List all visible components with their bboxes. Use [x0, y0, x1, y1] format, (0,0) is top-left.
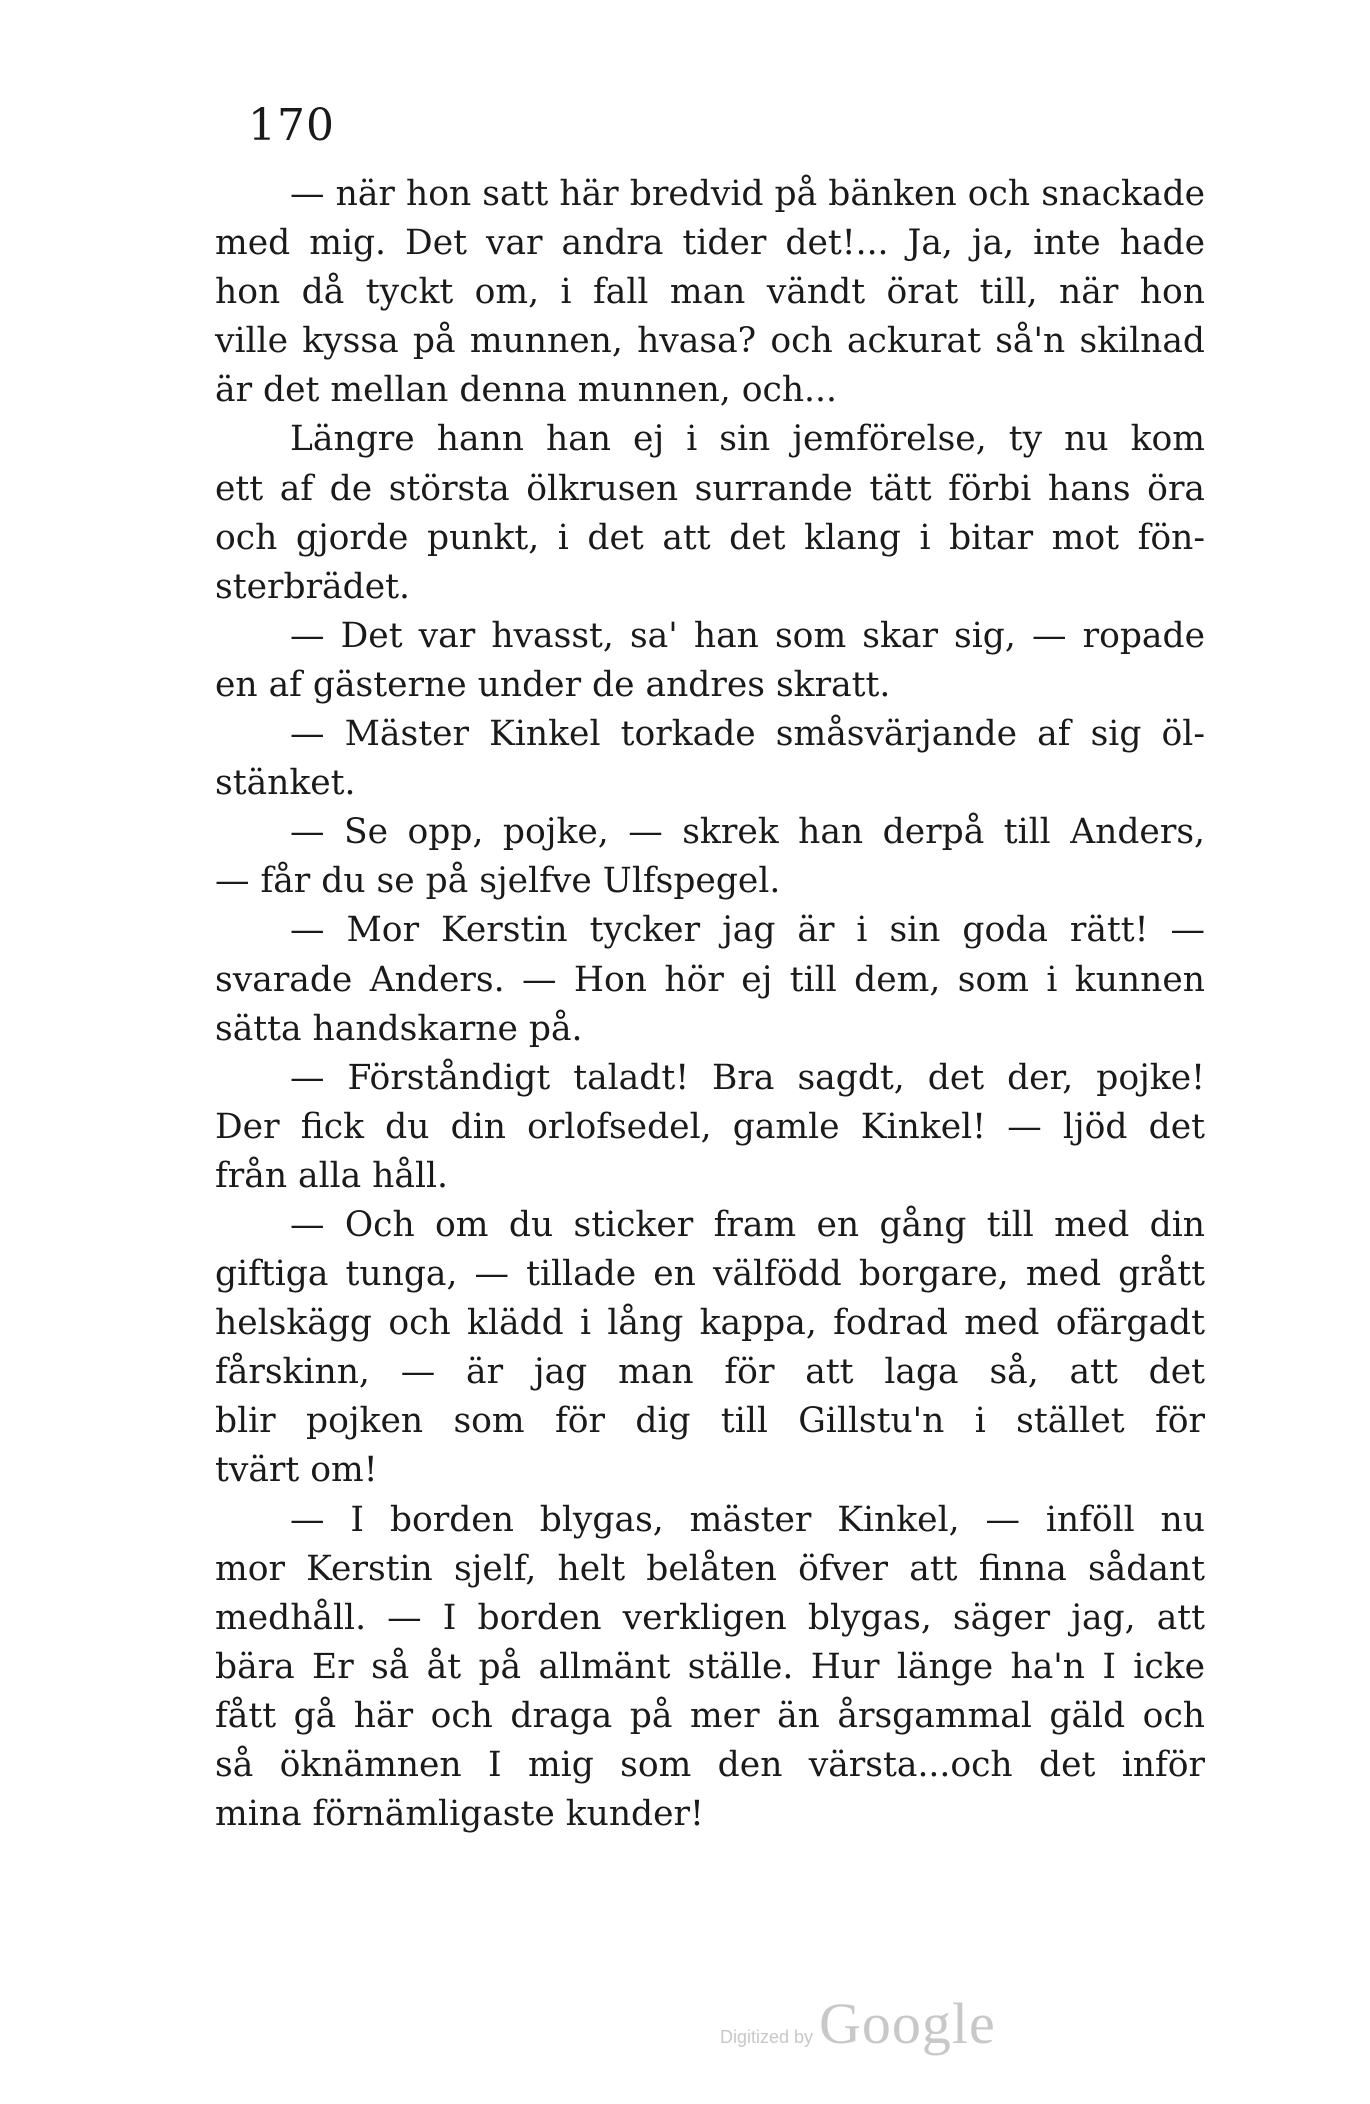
text-line: helskägg och klädd i lång kappa, fodrad med ofärgadt — [215, 1303, 1205, 1344]
text-line: mor Kerstin sjelf, helt belåten öfver att finna sådant — [215, 1548, 1205, 1589]
text-line: giftiga tunga, — tillade en välfödd borgare, med grått — [215, 1254, 1205, 1295]
text-line: sätta handskarne på. — [215, 1008, 583, 1049]
text-line: — Mäster Kinkel torkade småsvärjande af sig öl- — [290, 714, 1205, 755]
text-line: medhåll. — I borden verkligen blygas, säger jag, att — [215, 1597, 1205, 1638]
text-line: — får du se på sjelfve Ulfspegel. — [215, 861, 781, 902]
text-line: — Se opp, pojke, — skrek han derpå till Anders, — [290, 812, 1205, 853]
text-line: sterbrädet. — [215, 566, 410, 607]
text-line: med mig. Det var andra tider det!... Ja, ja, inte hade — [215, 223, 1205, 264]
text-line: — Det var hvasst, sa' han som skar sig, — ropade — [290, 615, 1205, 656]
text-line: är det mellan denna munnen, och... — [215, 370, 837, 411]
text-line: — Förståndigt taladt! Bra sagdt, det der, pojke! — [290, 1057, 1205, 1098]
text-line: Längre hann han ej i sin jemförelse, ty nu kom — [290, 419, 1205, 460]
digitization-watermark — [720, 1990, 996, 2060]
text-line: Der fick du din orlofsedel, gamle Kinkel! — ljöd det — [215, 1106, 1205, 1147]
text-line: — Mor Kerstin tycker jag är i sin goda rätt! — — [290, 910, 1205, 951]
text-line: tvärt om! — [215, 1450, 378, 1491]
watermark-prefix: Digitized by — [720, 2027, 814, 2047]
text-line: stänket. — [215, 763, 356, 804]
text-line: — I borden blygas, mäster Kinkel, — inföll nu — [290, 1499, 1205, 1540]
text-line: och gjorde punkt, i det att det klang i bitar mot fön- — [215, 517, 1205, 558]
text-line: fått gå här och draga på mer än årsgammal gäld och — [215, 1695, 1205, 1736]
page-number: 170 — [248, 100, 335, 151]
text-line: så öknämnen I mig som den värsta...och det inför — [215, 1745, 1205, 1785]
text-line: från alla håll. — [215, 1155, 449, 1196]
text-line: blir pojken som för dig till Gillstu'n i stället för — [215, 1401, 1205, 1442]
text-line: fårskinn, — är jag man för att laga så, att det — [215, 1352, 1205, 1393]
body-text — [215, 170, 1205, 1839]
text-line: — när hon satt här bredvid på bänken och snackade — [290, 174, 1205, 214]
text-line: bära Er så åt på allmänt ställe. Hur länge ha'n I icke — [215, 1646, 1205, 1687]
text-line: mina förnämligaste kunder! — [215, 1794, 704, 1835]
text-line: svarade Anders. — Hon hör ej till dem, som i kunnen — [215, 959, 1205, 1000]
text-line: hon då tyckt om, i fall man vändt örat till, när hon — [215, 272, 1205, 313]
text-line: — Och om du sticker fram en gång till med din — [290, 1204, 1205, 1245]
text-line: ett af de största ölkrusen surrande tätt förbi hans öra — [215, 468, 1205, 509]
text-line: ville kyssa på munnen, hvasa? och ackurat så'n skilnad — [215, 321, 1205, 362]
google-logo: Google — [819, 1991, 996, 2056]
text-line: en af gästerne under de andres skratt. — [215, 664, 891, 705]
